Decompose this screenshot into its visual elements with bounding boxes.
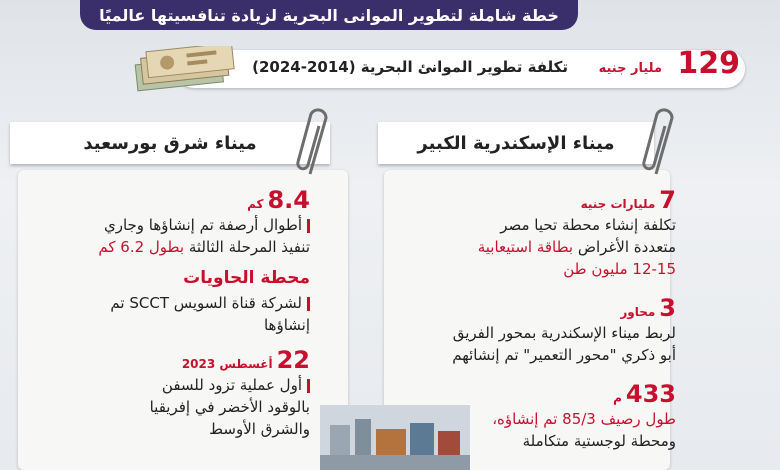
bullet-marker (307, 297, 310, 311)
cost-description: تكلفة تطوير الموانئ البحرية (2014-2024) (252, 58, 568, 76)
alex-item-3-number: 433 (625, 380, 676, 408)
cost-unit: مليار جنيه (598, 61, 662, 76)
ps-item-3-line-3: والشرق الأوسط (209, 420, 310, 438)
alex-item-3-unit: م (613, 391, 622, 405)
alexandria-title: ميناء الإسكندرية الكبير (417, 132, 615, 154)
ps-item-2-line-1: لشركة قناة السويس SCCT تم (110, 294, 302, 312)
alex-item-2 (406, 294, 676, 366)
bullet-marker (307, 219, 310, 233)
ps-item-1-line-2-red: بطول 6.2 كم (98, 238, 185, 256)
portsaid-header (10, 122, 330, 164)
alex-item-1-number: 7 (659, 186, 676, 214)
alex-item-1-line-1: تكلفة إنشاء محطة تحيا مصر (500, 216, 676, 234)
ps-item-2-subtitle: محطة الحاويات (183, 268, 310, 288)
alex-item-2-unit: محاور (620, 305, 656, 319)
ps-item-2 (10, 268, 310, 336)
alex-item-1-line-2: متعددة الأغراض (577, 238, 676, 256)
paperclip-icon (640, 100, 676, 180)
ps-item-3-number: 22 (276, 346, 310, 374)
alex-item-3-line-2: ومحطة لوجستية متكاملة (522, 432, 676, 450)
ps-item-1-number: 8.4 (267, 186, 310, 214)
ps-item-3 (10, 346, 310, 440)
alex-item-1-red-tail: بطاقة استيعابية (477, 238, 574, 256)
alex-item-1-unit: مليارات جنيه (580, 197, 656, 211)
ps-item-1-line-1: أطوال أرصفة تم إنشاؤها وجاري (103, 216, 302, 234)
alexandria-header (378, 122, 654, 164)
alex-item-3-line-1: طول رصيف 85/3 تم إنشاؤه، (492, 410, 676, 428)
ps-item-2-line-2: إنشاؤها (263, 316, 310, 334)
container-ship-image (320, 405, 470, 470)
page-banner (80, 0, 578, 30)
bullet-marker (307, 379, 310, 393)
ps-item-3-line-2: بالوقود الأخضر في إفريقيا (149, 398, 310, 416)
ps-item-3-line-1: أول عملية تزود للسفن (161, 376, 302, 394)
ps-item-3-unit: أغسطس 2023 (181, 357, 273, 371)
paperclip-icon (294, 100, 330, 180)
alex-item-2-line-1: لربط ميناء الإسكندرية بمحور الفريق (452, 324, 676, 342)
banner-title: خطة شاملة لتطوير الموانى البحرية لزيادة تنافسيتها عالميًا (99, 5, 559, 25)
alex-item-1 (406, 186, 676, 280)
alex-item-1-red-line: 12-15 مليون طن (563, 260, 676, 278)
cost-number: 129 (677, 46, 740, 81)
ps-item-1 (10, 186, 310, 258)
alex-item-2-line-2: أبو ذكري "محور التعمير" تم إنشائهم (452, 346, 676, 364)
ps-item-1-unit: كم (247, 197, 264, 211)
portsaid-title: ميناء شرق بورسعيد (83, 132, 257, 154)
alex-item-2-number: 3 (659, 294, 676, 322)
ps-item-1-line-2-start: تنفيذ المرحلة الثالثة (188, 238, 310, 256)
money-icon (128, 46, 238, 94)
